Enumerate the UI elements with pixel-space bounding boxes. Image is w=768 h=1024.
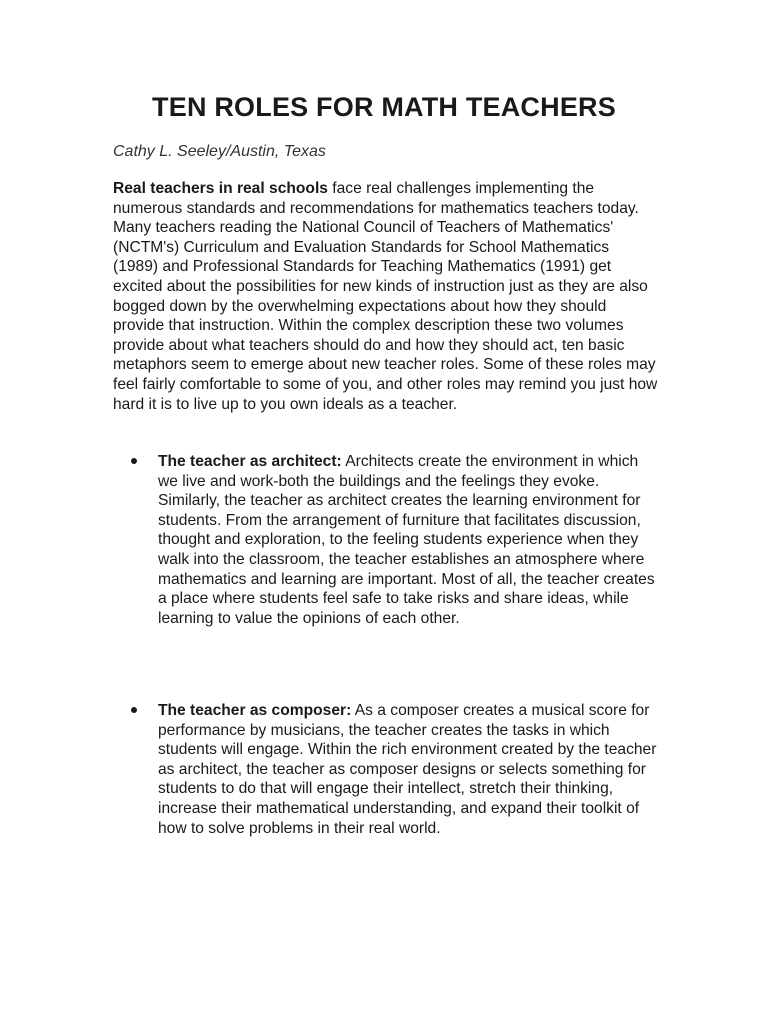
role-text [158, 452, 658, 628]
role-heading: The teacher as composer: [158, 702, 352, 719]
role-text [158, 701, 658, 838]
intro-paragraph [113, 179, 658, 414]
role-heading: The teacher as architect: [158, 453, 342, 470]
role-description: Architects create the environment in which we live and work-both the buildings and the feelings they evoke. Similarly, the teacher as architect creates the learning environment for students. From the arrangement of furniture that facilitates discussion, thought and exploration, to the feeling students experience when they walk into the classroom, the teacher establishes an atmosphere where mathematics and learning are important. Most of all, the teacher creates a place where students feel safe to take risks and share ideas, while learning to value the opinions of each other. [158, 453, 655, 627]
document-title: TEN ROLES FOR MATH TEACHERS [152, 92, 616, 122]
intro-body: face real challenges implementing the numerous standards and recommendations for mathematics teachers today. Many teachers reading the National Council of Teachers of Mathematics' (NCTM's) Curriculum and Evaluation Standards for School Mathematics (1989) and Professional Standards for Teaching Mathematics (1991) get excited about the possibilities for new kinds of instruction just as they are also bogged down by the overwhelming expectations about how they should provide that instruction. Within the complex description these two volumes provide about what teachers should do and how they should act, ten basic metaphors seem to emerge about new teacher roles. Some of these roles may feel fairly comfortable to some of you, and other roles may remind you just how hard it is to live up to you own ideals as a teacher. [113, 180, 658, 413]
author-line: Cathy L. Seeley/Austin, Texas [113, 143, 326, 160]
bullet-icon [131, 458, 137, 464]
role-description: As a composer creates a musical score for performance by musicians, the teacher creates the tasks in which students will engage. Within the rich environment created by the teacher as architect, the teacher as composer designs or selects something for students to do that will engage their intellect, stretch their thinking, increase their mathematical understanding, and expand their toolkit of how to solve problems in their real world. [158, 702, 657, 837]
bullet-icon [131, 707, 137, 713]
intro-lead: Real teachers in real schools [113, 180, 328, 197]
